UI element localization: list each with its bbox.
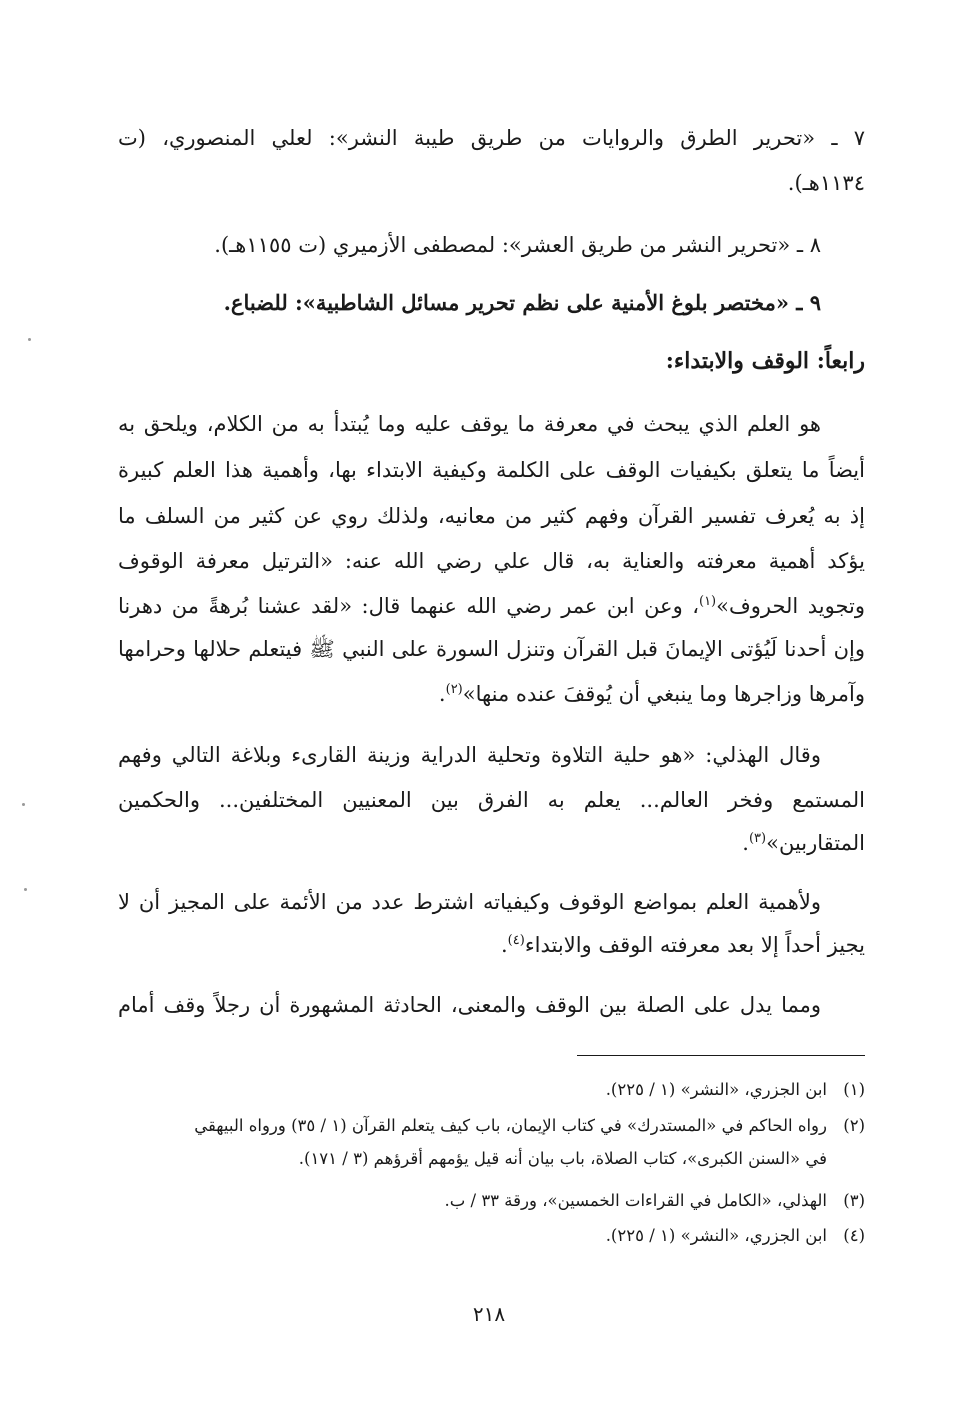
paragraph-text: . xyxy=(742,831,749,855)
paragraph-1-line-5 xyxy=(118,591,865,621)
footnote-2 xyxy=(194,1114,865,1138)
paragraph-text: إذ به يُعرف تفسير القرآن وفهم كثير من معانيه، ولذلك روي عن كثير من السلف ما xyxy=(118,504,865,528)
paragraph-3-line-2 xyxy=(501,930,865,960)
section-heading xyxy=(666,346,865,376)
footnote-ref-1[interactable]: (١) xyxy=(698,594,717,609)
list-item-7-line-1 xyxy=(118,123,865,153)
paragraph-3-line-1 xyxy=(118,887,821,917)
list-item-9-text: ٩ ـ «مختصر بلوغ الأمنية على نظم تحرير مسائل الشاطبية»: للضباع. xyxy=(223,290,821,315)
paragraph-text: أيضاً ما يتعلق بكيفيات الوقف على الكلمة وكيفية الابتداء بها، وأهمية هذا العلم كبيرة xyxy=(118,458,865,482)
paragraph-1-line-7 xyxy=(439,679,865,709)
paragraph-1-line-2 xyxy=(118,455,865,485)
paragraph-text: يؤكد أهمية معرفته والعناية به، قال علي رضي الله عنه: «الترتيل معرفة الوقوف xyxy=(118,549,865,573)
scan-speck xyxy=(28,338,31,341)
paragraph-text: . xyxy=(438,682,446,706)
footnote-2-continued xyxy=(299,1147,827,1171)
paragraph-text: هو العلم الذي يبحث في معرفة ما يوقف عليه وما يُبتدأ به من الكلام، ويلحق به xyxy=(118,412,821,436)
footnote-3 xyxy=(444,1189,865,1213)
list-item-7-date: ١١٣٤هـ). xyxy=(787,171,865,195)
paragraph-1-line-4 xyxy=(118,546,865,576)
footnote-number: (٤) xyxy=(843,1226,865,1245)
paragraph-2-line-1 xyxy=(118,740,821,770)
paragraph-text: وتجويد الحروف» xyxy=(716,594,865,618)
paragraph-4-line-1 xyxy=(118,990,821,1020)
paragraph-text: يجيز أحداً إلا بعد معرفته الوقف والابتداء xyxy=(524,933,865,957)
footnote-text: في «السنن الكبرى»، كتاب الصلاة، باب بيان أنه قيل يؤمهم أقرؤهم (٣ / ١٧١). xyxy=(298,1149,827,1168)
footnote-text: ابن الجزري، «النشر» (١ / ٢٢٥). xyxy=(605,1080,827,1099)
section-heading-text: رابعاً: الوقف والابتداء: xyxy=(665,348,865,374)
paragraph-text: المستمع وفخر العالم... يعلم به الفرق بين المعنيين المختلفين... والحكمين xyxy=(118,788,865,812)
list-item-8 xyxy=(214,230,821,260)
paragraph-text: ولأهمية العلم بمواضع الوقوف وكيفياته اشترط عدد من الأئمة على المجيز أن لا xyxy=(118,890,821,914)
paragraph-text: المتقاربين» xyxy=(766,831,865,855)
paragraph-2-line-2 xyxy=(118,785,865,815)
paragraph-text: وآمرها وزاجرها وما ينبغي أن يُوقفَ عنده منها» xyxy=(462,682,865,706)
footnote-text: الهذلي، «الكامل في القراءات الخمسين»، ورقة ٣٣ / ب. xyxy=(444,1191,827,1210)
scan-speck xyxy=(24,888,27,891)
page-number: ٢١٨ xyxy=(472,1302,506,1326)
footnote-ref-2[interactable]: (٢) xyxy=(445,682,463,697)
paragraph-text: ، وعن ابن عمر رضي الله عنهما قال: «لقد عشنا بُرهةً من دهرنا xyxy=(118,594,699,618)
footnote-number: (٢) xyxy=(843,1116,865,1135)
paragraph-1-line-3 xyxy=(118,501,865,531)
paragraph-2-line-3 xyxy=(742,828,865,858)
paragraph-text: ومما يدل على الصلة بين الوقف والمعنى، الحادثة المشهورة أن رجلاً وقف أمام xyxy=(118,993,821,1017)
list-item-8-text: ٨ ـ «تحرير النشر من طريق العشر»: لمصطفى الأزميري (ت ١١٥٥هـ). xyxy=(214,233,821,257)
footnote-number: (٣) xyxy=(843,1191,865,1210)
footnote-text: ابن الجزري، «النشر» (١ / ٢٢٥). xyxy=(605,1226,827,1245)
footnote-text: رواه الحاكم في «المستدرك» في كتاب الإيمان، باب كيف يتعلم القرآن (١ / ٣٥) ورواه البيهقي xyxy=(194,1116,827,1135)
paragraph-1-line-1 xyxy=(118,409,821,439)
footnote-ref-3[interactable]: (٣) xyxy=(748,831,767,846)
scan-speck xyxy=(22,803,25,806)
footnote-1 xyxy=(606,1078,865,1102)
footnote-4 xyxy=(606,1224,865,1248)
footnote-number: (١) xyxy=(843,1080,865,1099)
paragraph-text: وقال الهذلي: «هو حلية التلاوة وتحلية الدراية وزينة القارىء وبلاغة التالي وفهم xyxy=(118,743,821,767)
footnote-ref-4[interactable]: (٤) xyxy=(507,933,525,948)
paragraph-1-line-6 xyxy=(118,634,865,664)
paragraph-text: وإن أحدنا لَيُؤتى الإيمانَ قبل القرآن وتنزل السورة على النبي ﷺ فيتعلم حلالها وحرامها xyxy=(118,637,865,661)
footnote-separator xyxy=(577,1055,865,1056)
paragraph-text: . xyxy=(500,933,508,957)
list-item-7-line-2 xyxy=(788,168,865,198)
list-item-9 xyxy=(224,288,821,318)
list-item-7-text: ٧ ـ «تحرير الطرق والروايات من طريق طيبة النشر»: لعلي المنصوري، (ت xyxy=(118,126,865,150)
